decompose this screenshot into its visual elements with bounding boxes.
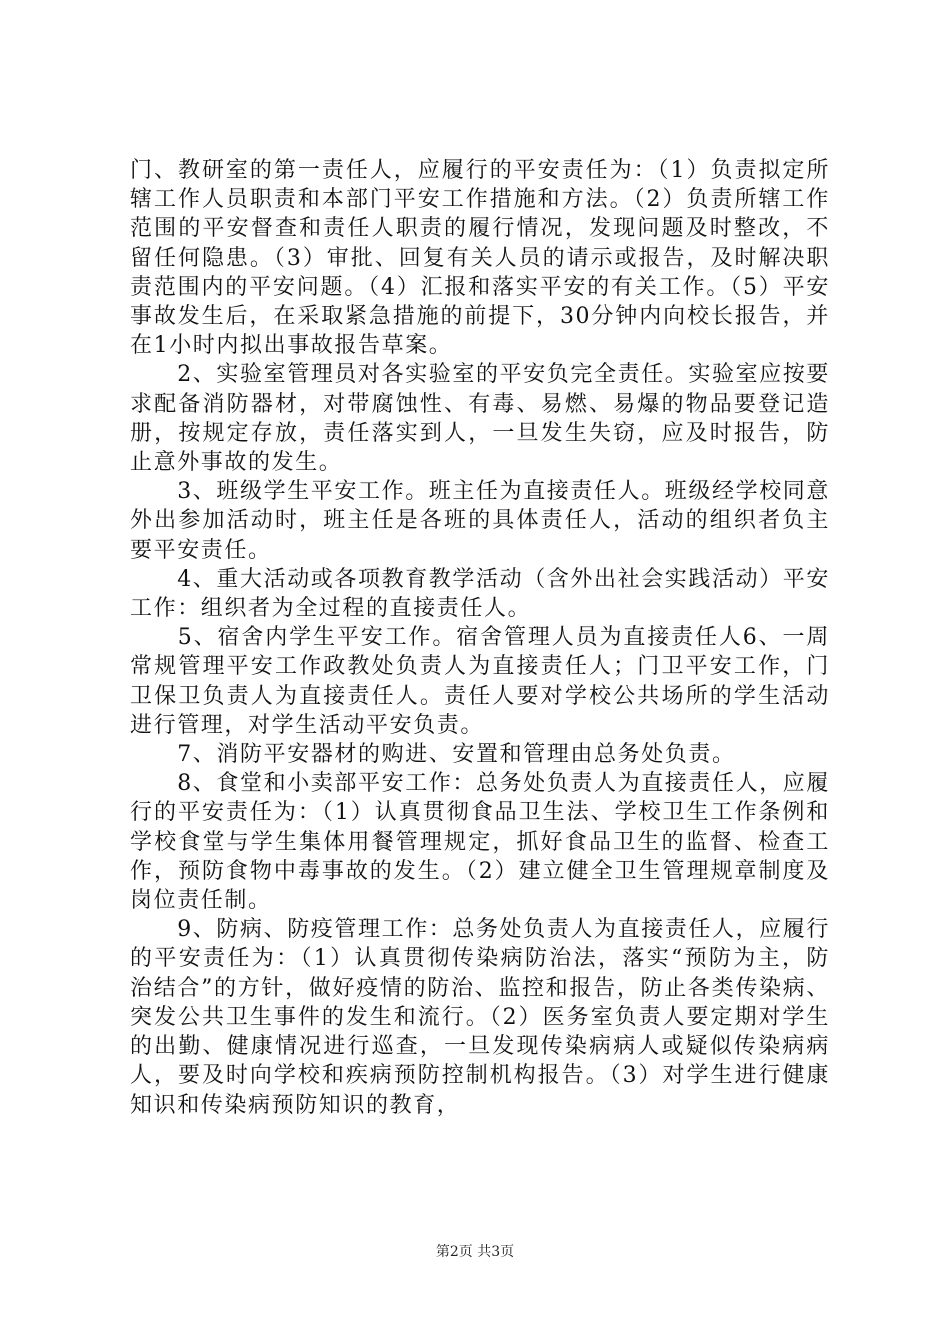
document-body <box>130 156 830 1120</box>
page-footer: 第2页 共3页 <box>435 1244 515 1260</box>
paragraph-4: 4、重大活动或各项教育教学活动（含外出社会实践活动）平安工作：组织者为全过程的直接责任人。 <box>130 566 830 622</box>
paragraph-8: 9、防病、防疫管理工作：总务处负责人为直接责任人，应履行的平安责任为：（1）认真贯彻传染病防治法，落实“预防为主，防治结合”的方针，做好疫情的防治、监控和报告，防止各类传染病、突发公共卫生事件的发生和流行。（2）医务室负责人要定期对学生的出勤、健康情况进行巡查，一旦发现传染病病人或疑似传染病病人，要及时向学校和疾病预防控制机构报告。（3）对学生进行健康知识和传染病预防知识的教育， <box>130 917 830 1118</box>
paragraph-3: 3、班级学生平安工作。班主任为直接责任人。班级经学校同意外出参加活动时，班主任是各班的具体责任人，活动的组织者负主要平安责任。 <box>130 479 830 563</box>
paragraph-2: 2、实验室管理员对各实验室的平安负完全责任。实验室应按要求配备消防器材，对带腐蚀性、有毒、易燃、易爆的物品要登记造册，按规定存放，责任落实到人，一旦发生失窃，应及时报告，防止意外事故的发生。 <box>130 362 830 476</box>
paragraph-6: 7、消防平安器材的购进、安置和管理由总务处负责。 <box>130 742 736 768</box>
paragraph-5: 5、宿舍内学生平安工作。宿舍管理人员为直接责任人6、一周常规管理平安工作政教处负责人为直接责任人；门卫平安工作，门卫保卫负责人为直接责任人。责任人要对学校公共场所的学生活动进行管理，对学生活动平安负责。 <box>130 625 830 738</box>
paragraph-7: 8、食堂和小卖部平安工作：总务处负责人为直接责任人，应履行的平安责任为：（1）认真贯彻食品卫生法、学校卫生工作条例和学校食堂与学生集体用餐管理规定，抓好食品卫生的监督、检查工作，预防食物中毒事故的发生。（2）建立健全卫生管理规章制度及岗位责任制。 <box>130 771 830 914</box>
paragraph-1: 门、教研室的第一责任人，应履行的平安责任为：（1）负责拟定所辖工作人员职责和本部门平安工作措施和方法。（2）负责所辖工作范围的平安督查和责任人职责的履行情况，发现问题及时整改，不留任何隐患。（3）审批、回复有关人员的请示或报告，及时解决职责范围内的平安问题。（4）汇报和落实平安的有关工作。（5）平安事故发生后，在采取紧急措施的前提下，30分钟内向校长报告，并在1小时内拟出事故报告草案。 <box>130 158 830 359</box>
